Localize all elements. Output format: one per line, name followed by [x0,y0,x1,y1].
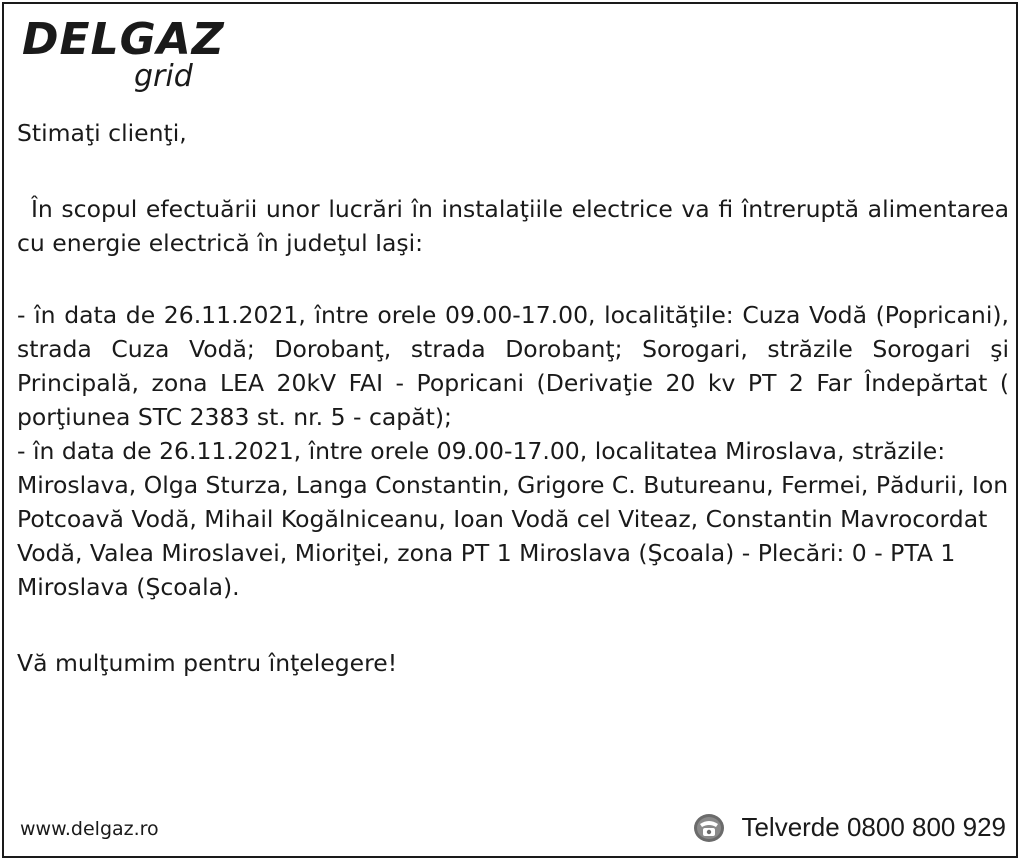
logo-sub: grid [134,59,193,94]
website-link[interactable]: www.delgaz.ro [20,818,159,840]
phone-contact [693,812,1006,843]
greeting: Stimaţi clienţi, [17,119,187,147]
notice-body [17,116,1009,680]
logo-brand: DELGAZ [22,14,225,65]
phone-number: Telverde 0800 800 929 [741,812,1006,842]
delgaz-grid-logo [22,14,225,96]
telephone-icon [693,813,725,843]
outage-item-popricani: - în data de 26.11.2021, între orele 09.00-17.00, localităţile: Cuza Vodă (Popricani), strada Cuza Vodă; Dorobanţ, strada Dorobanţ; Sorogari, străzile Sorogari şi Principală, zona LEA 20kV FAI - Popricani (Derivaţie 20 kv PT 2 Far Îndepărtat ( porţiunea STC 2383 st. nr. 5 - capăt); [17,301,1009,431]
intro-paragraph: În scopul efectuării unor lucrări în instalaţiile electrice va fi întreruptă alimentarea cu energie electrică în judeţul Iaşi: [17,195,1009,257]
closing-line: Vă mulţumim pentru înţelegere! [17,649,398,677]
outage-item-miroslava: - în data de 26.11.2021, între orele 09.00-17.00, localitatea Miroslava, străzile: Miroslava, Olga Sturza, Langa Constantin, Grigore C. Butureanu, Fermei, Pădurii, Ion Potcoavă Vodă, Mihail Kogălniceanu, Ioan Vodă cel Viteaz, Constantin Mavrocordat Vodă, Valea Miroslavei, Mioriţei, zona PT 1 Miroslava (Şcoala) - Plecări: 0 - PTA 1 Miroslava (Şcoala). [17,437,1009,601]
